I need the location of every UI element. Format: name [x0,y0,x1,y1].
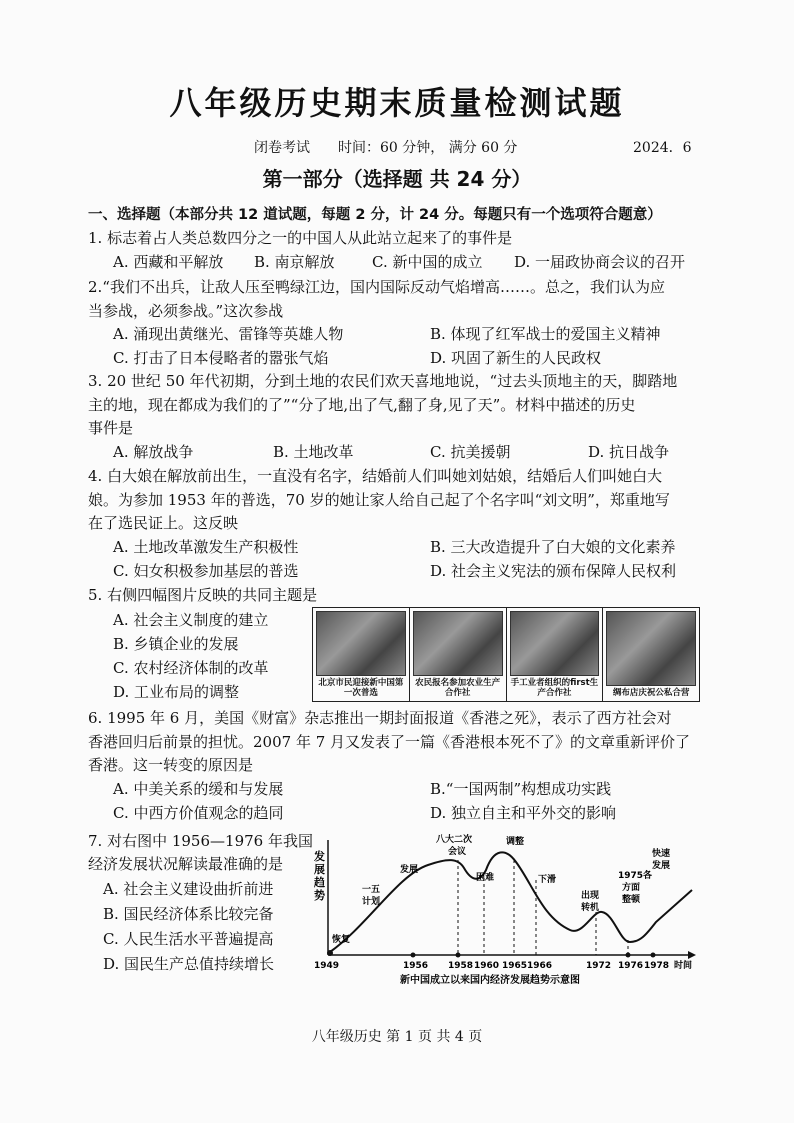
year-tick: 1972 [586,961,612,971]
q5-photo-image [316,611,406,676]
q6-stem-line3: 香港。这一转变的原因是 [88,756,254,774]
q4-stem-line3: 在了选民证上。这反映 [88,514,239,532]
stage-label: 出现 [581,891,600,901]
year-tick: 1978 [644,961,670,971]
x-axis-label: 时间 [674,961,693,971]
stage-label: 计划 [362,897,381,907]
section-instructions: 一、选择题（本部分共 12 道试题，每题 2 分，计 24 分。每题只有一个选项符合题意） [88,207,662,223]
q1-option-a: A. 西藏和平解放 [113,253,224,271]
q1-option-d: D. 一届政协商会议的召开 [514,253,686,271]
year-tick: 1958 [448,961,474,971]
q7-option-d: D. 国民生产总值持续增长 [103,955,275,973]
exam-time-score: 时间：60 分钟， 满分 60 分 [338,140,518,156]
q5-photo-caption: 绸布店庆祝公私合营 [612,688,690,698]
q5-photo-1 [313,608,410,701]
year-tick: 1966 [527,961,553,971]
stage-label: 整顿 [622,895,641,905]
q7-option-c: C. 人民生活水平普遍提高 [103,930,274,948]
q2-stem-line1: 2.“我们不出兵，让敌人压至鸭绿江边，国内国际反动气焰增高……。总之，我们认为应 [88,278,665,296]
q1-stem: 1. 标志着占人类总数四分之一的中国人从此站立起来了的事件是 [88,229,513,247]
year-dot-1949 [327,950,333,956]
stage-label: 发展 [652,861,671,871]
section-title: 第一部分（选择题 共 24 分） [262,167,532,191]
year-tick: 1965 [502,961,528,971]
stage-label: 快速 [652,849,671,859]
stage-label: 困难 [476,873,495,883]
q5-photo-image [413,611,503,676]
year-tick: 1949 [314,961,340,971]
year-tick: 1956 [403,961,429,971]
q3-stem-line3: 事件是 [88,419,134,437]
y-axis-label [313,849,325,902]
q5-photo-2 [410,608,507,701]
q1-option-c: C. 新中国的成立 [372,253,483,271]
stage-label: 八大二次 [436,835,473,845]
q6-option-c: C. 中西方价值观念的趋同 [113,804,284,822]
stage-label: 会议 [448,847,467,857]
q2-option-a: A. 涌现出黄继光、雷锋等英雄人物 [113,325,344,343]
y-axis-label-char: 发 [314,850,325,863]
q5-photo-strip [312,607,700,702]
year-tick: 1960 [474,961,500,971]
stage-label: 下滑 [538,875,557,885]
q6-option-b: B.“一国两制”构想成功实践 [430,780,612,798]
stage-labels [331,833,670,945]
q3-option-b: B. 土地改革 [273,443,354,461]
year-dot-1976 [626,953,631,958]
exam-type: 闭卷考试 [254,140,310,156]
q4-stem-line1: 4. 白大娘在解放前出生，一直没有名字，结婚前人们叫她刘姑娘，结婚后人们叫她白大 [88,467,663,485]
q5-photo-4 [603,608,699,701]
q4-option-a: A. 土地改革激发生产积极性 [113,538,299,556]
stage-label: 发展 [400,865,419,875]
stage-label: 恢复 [332,935,351,945]
q2-option-d: D. 巩固了新生的人民政权 [430,349,602,367]
q5-photo-image [510,611,600,676]
year-dot-1958 [456,953,461,958]
q5-option-b: B. 乡镇企业的发展 [113,635,239,653]
q6-option-d: D. 独立自主和平外交的影响 [430,804,617,822]
stage-label: 调整 [506,837,525,847]
year-dots [327,950,656,958]
q2-option-b: B. 体现了红军战士的爱国主义精神 [430,325,661,343]
q6-stem-line1: 6. 1995 年 6 月，美国《财富》杂志推出一期封面报道《香港之死》，表示了西方社会对 [88,709,672,727]
diagram-caption: 新中国成立以来国内经济发展趋势示意图 [400,975,580,986]
y-axis-label-char: 展 [314,863,325,876]
q5-photo-caption: 手工业者组织的first生产合作社 [510,678,599,698]
year-ticks [314,959,692,971]
q1-option-b: B. 南京解放 [254,253,335,271]
y-axis-label-char: 趋 [314,876,325,889]
q3-stem-line1: 3. 20 世纪 50 年代初期，分到土地的农民们欢天喜地地说，“过去头顶地主的天，脚踏地 [88,372,678,390]
q2-stem-line2: 当参战，必须参战。”这次参战 [88,302,284,320]
q7-option-b: B. 国民经济体系比较完备 [103,905,274,923]
q5-option-a: A. 社会主义制度的建立 [113,611,269,629]
stage-label: 1975各 [618,871,653,881]
y-axis-label-char: 势 [314,889,325,902]
q4-option-d: D. 社会主义宪法的颁布保障人民权利 [430,562,677,580]
q4-option-c: C. 妇女积极参加基层的普选 [113,562,299,580]
year-tick: 1976 [618,961,644,971]
exam-date: 2024．6 [633,140,692,156]
exam-title: 八年级历史期末质量检测试题 [169,84,625,122]
q5-stem: 5. 右侧四幅图片反映的共同主题是 [88,586,318,604]
q5-option-c: C. 农村经济体制的改革 [113,659,269,677]
year-dot-1978 [651,953,656,958]
q3-stem-line2: 主的地，现在都成为我们的了”“分了地,出了气,翻了身,见了天”。材料中描述的历史 [88,396,636,414]
q5-photo-caption: 农民报名参加农业生产合作社 [415,678,501,698]
q7-stem-line2: 经济发展状况解读最准确的是 [88,855,284,873]
q4-option-b: B. 三大改造提升了白大娘的文化素养 [430,538,676,556]
stage-label: 一五 [362,885,381,895]
q5-option-d: D. 工业布局的调整 [113,683,240,701]
q5-photo-3 [507,608,604,701]
q6-stem-line2: 香港回归后前景的担忧。2007 年 7 月又发表了一篇《香港根本死不了》的文章重新评价了 [88,733,691,751]
stage-label: 方面 [622,883,641,893]
stage-label: 转机 [581,903,600,913]
q3-option-c: C. 抗美援朝 [430,443,511,461]
q5-photo-image [606,611,696,686]
x-axis-arrow-icon [688,951,696,959]
q5-photo-caption: 北京市民迎接新中国第一次普选 [318,678,404,698]
q4-stem-line2: 娘。为参加 1953 年的普选，70 岁的她让家人给自己起了个名字叫“刘文明”，郑重地写 [88,491,670,509]
q3-option-a: A. 解放战争 [113,443,194,461]
q7-stem-line1: 7. 对右图中 1956—1976 年我国 [88,832,313,850]
q6-option-a: A. 中美关系的缓和与发展 [113,780,284,798]
year-dot-1956 [411,953,416,958]
q7-option-a: A. 社会主义建设曲折前进 [103,880,274,898]
economy-trend-diagram [308,830,708,990]
q3-option-d: D. 抗日战争 [588,443,670,461]
page-footer: 八年级历史 第 1 页 共 4 页 [311,1029,483,1045]
q2-option-c: C. 打击了日本侵略者的嚣张气焰 [113,349,329,367]
